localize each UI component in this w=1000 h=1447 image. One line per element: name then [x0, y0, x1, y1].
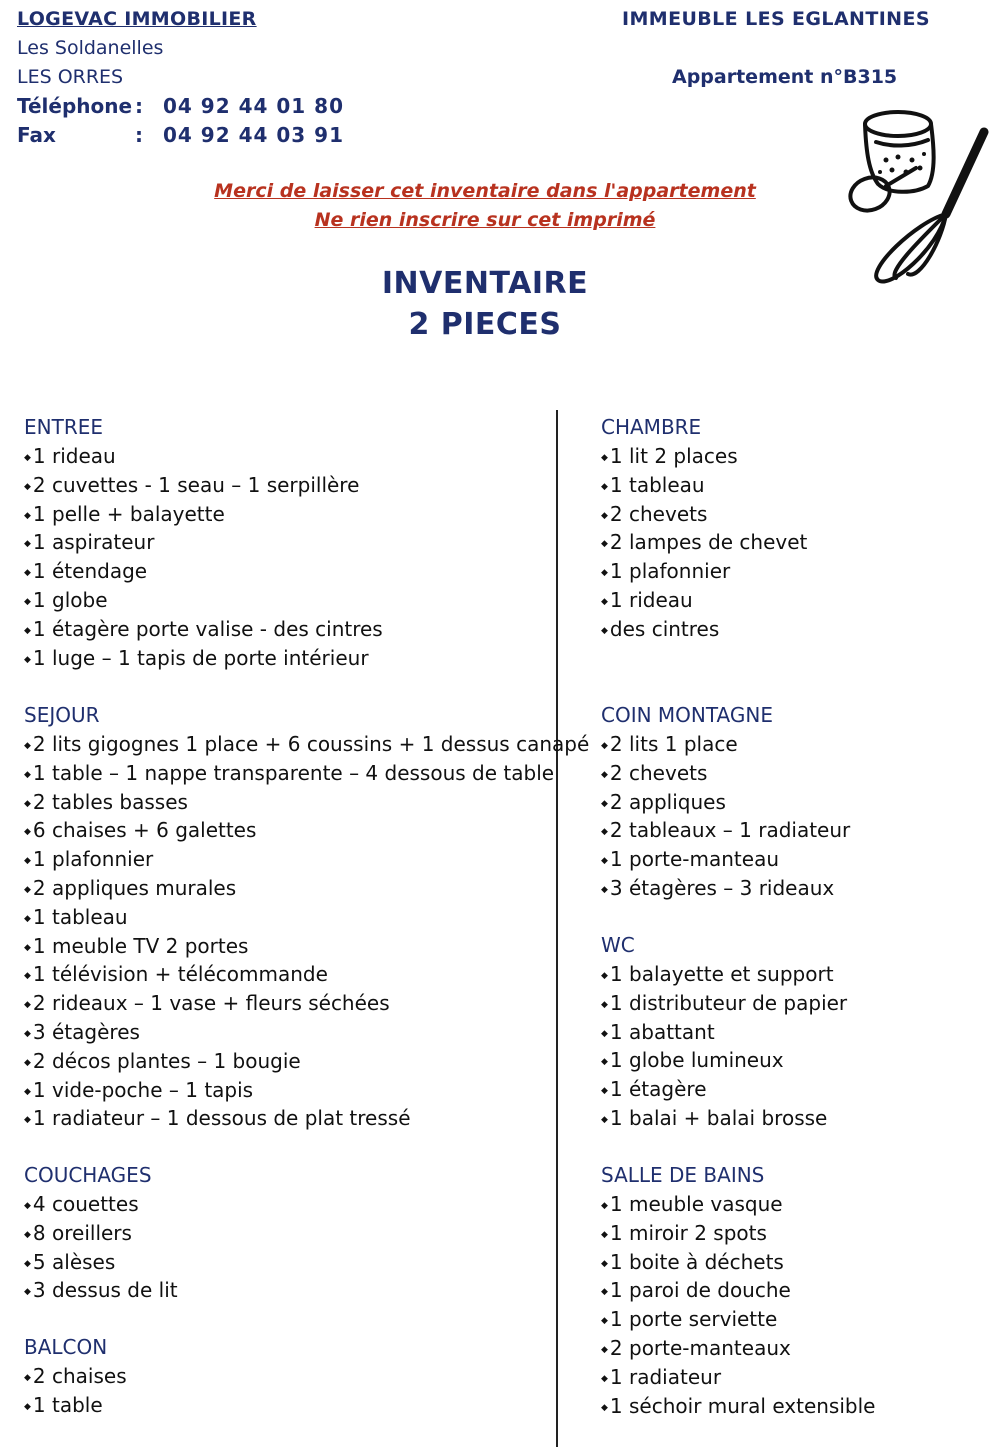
list-item: ◆ 1 tableau — [24, 903, 589, 932]
list-item: ◆ 2 chevets — [601, 500, 807, 529]
list-item: ◆ 1 étendage — [24, 557, 383, 586]
list-item: ◆ 6 chaises + 6 galettes — [24, 816, 589, 845]
phone-row — [17, 94, 344, 118]
list-item: ◆ 2 tableaux – 1 radiateur — [601, 816, 850, 845]
section-sejour — [24, 701, 589, 1133]
phone-separator: : — [135, 94, 143, 118]
section-couchages — [24, 1161, 178, 1305]
section-items — [24, 1190, 178, 1305]
list-item: ◆ 2 porte-manteaux — [601, 1334, 875, 1363]
section-entree — [24, 413, 383, 672]
list-item: ◆ 1 pelle + balayette — [24, 500, 383, 529]
list-item: ◆ 1 distributeur de papier — [601, 989, 847, 1018]
list-item: ◆ 1 porte serviette — [601, 1305, 875, 1334]
section-title: COUCHAGES — [24, 1163, 152, 1187]
list-item: ◆ 1 radiateur – 1 dessous de plat tressé — [24, 1104, 589, 1133]
list-item: ◆ 1 abattant — [601, 1018, 847, 1047]
section-title: ENTREE — [24, 415, 103, 439]
building-name: IMMEUBLE LES EGLANTINES — [622, 8, 930, 30]
notice-line1: Merci de laisser cet inventaire dans l'appartement — [214, 180, 756, 202]
section-items — [24, 730, 589, 1133]
list-item: ◆ 2 cuvettes - 1 seau – 1 serpillère — [24, 471, 383, 500]
list-item: ◆ 1 vide-poche – 1 tapis — [24, 1076, 589, 1105]
list-item: ◆ 1 table – 1 nappe transparente – 4 dessous de table — [24, 759, 589, 788]
list-item: ◆ 4 couettes — [24, 1190, 178, 1219]
list-item: ◆ 2 chevets — [601, 759, 850, 788]
list-item: ◆ 1 étagère porte valise - des cintres — [24, 615, 383, 644]
list-item: ◆ 1 miroir 2 spots — [601, 1219, 875, 1248]
list-item: ◆ 3 étagères – 3 rideaux — [601, 874, 850, 903]
section-title: COIN MONTAGNE — [601, 703, 773, 727]
notice-line2: Ne rien inscrire sur cet imprimé — [314, 209, 656, 231]
list-item: ◆ 1 meuble TV 2 portes — [24, 932, 589, 961]
list-item: ◆ 1 meuble vasque — [601, 1190, 875, 1219]
list-item: ◆ 1 rideau — [601, 586, 807, 615]
section-title: SALLE DE BAINS — [601, 1163, 765, 1187]
list-item: ◆ 1 luge – 1 tapis de porte intérieur — [24, 644, 383, 673]
list-item: ◆ 1 rideau — [24, 442, 383, 471]
list-item: ◆ 1 globe — [24, 586, 383, 615]
list-item: ◆ 5 alèses — [24, 1248, 178, 1277]
agency-address-line2: LES ORRES — [17, 66, 124, 88]
list-item: ◆ 2 décos plantes – 1 bougie — [24, 1047, 589, 1076]
list-item: ◆ 1 radiateur — [601, 1363, 875, 1392]
list-item: ◆ 2 lits gigognes 1 place + 6 coussins + 1 dessus canapé — [24, 730, 589, 759]
section-title: SEJOUR — [24, 703, 100, 727]
agency-name: LOGEVAC IMMOBILIER — [17, 8, 257, 30]
list-item: ◆ 2 lits 1 place — [601, 730, 850, 759]
section-wc — [601, 931, 847, 1133]
section-coin-montagne — [601, 701, 850, 903]
list-item: ◆ 2 appliques — [601, 788, 850, 817]
section-balcon — [24, 1333, 127, 1420]
section-items — [601, 730, 850, 903]
list-item: ◆ 3 étagères — [24, 1018, 589, 1047]
fax-number: 04 92 44 03 91 — [163, 123, 345, 147]
fax-row — [17, 123, 344, 147]
section-items — [24, 1362, 127, 1420]
section-items — [601, 442, 807, 644]
agency-address-line1: Les Soldanelles — [17, 37, 164, 59]
page-subtitle: 2 PIECES — [408, 307, 562, 342]
list-item: ◆ 1 table — [24, 1391, 127, 1420]
list-item: ◆ 2 chaises — [24, 1362, 127, 1391]
list-item: ◆ 1 paroi de douche — [601, 1276, 875, 1305]
phone-label: Téléphone — [17, 94, 133, 118]
section-title: BALCON — [24, 1335, 108, 1359]
section-items — [601, 1190, 875, 1420]
list-item: ◆ 1 plafonnier — [24, 845, 589, 874]
list-item: ◆ 1 aspirateur — [24, 528, 383, 557]
section-items — [24, 442, 383, 672]
section-items — [601, 960, 847, 1133]
list-item: ◆ 1 balayette et support — [601, 960, 847, 989]
section-title: WC — [601, 933, 635, 957]
list-item: ◆ 1 plafonnier — [601, 557, 807, 586]
section-chambre — [601, 413, 807, 644]
list-item: ◆ 2 appliques murales — [24, 874, 589, 903]
list-item: ◆ des cintres — [601, 615, 807, 644]
list-item: ◆ 8 oreillers — [24, 1219, 178, 1248]
list-item: ◆ 1 porte-manteau — [601, 845, 850, 874]
list-item: ◆ 1 lit 2 places — [601, 442, 807, 471]
fax-separator: : — [135, 123, 143, 147]
section-salle-de-bains — [601, 1161, 875, 1420]
list-item: ◆ 2 lampes de chevet — [601, 528, 807, 557]
list-item: ◆ 2 rideaux – 1 vase + fleurs séchées — [24, 989, 589, 1018]
list-item: ◆ 1 balai + balai brosse — [601, 1104, 847, 1133]
apartment-number: Appartement n°B315 — [672, 66, 898, 88]
list-item: ◆ 3 dessus de lit — [24, 1276, 178, 1305]
list-item: ◆ 1 séchoir mural extensible — [601, 1392, 875, 1421]
page-title: INVENTAIRE — [381, 266, 589, 301]
list-item: ◆ 1 globe lumineux — [601, 1046, 847, 1075]
list-item: ◆ 1 étagère — [601, 1075, 847, 1104]
list-item: ◆ 2 tables basses — [24, 788, 589, 817]
fax-label: Fax — [17, 123, 56, 147]
list-item: ◆ 1 boite à déchets — [601, 1248, 875, 1277]
list-item: ◆ 1 télévision + télécommande — [24, 960, 589, 989]
section-title: CHAMBRE — [601, 415, 702, 439]
phone-number: 04 92 44 01 80 — [163, 94, 345, 118]
list-item: ◆ 1 tableau — [601, 471, 807, 500]
